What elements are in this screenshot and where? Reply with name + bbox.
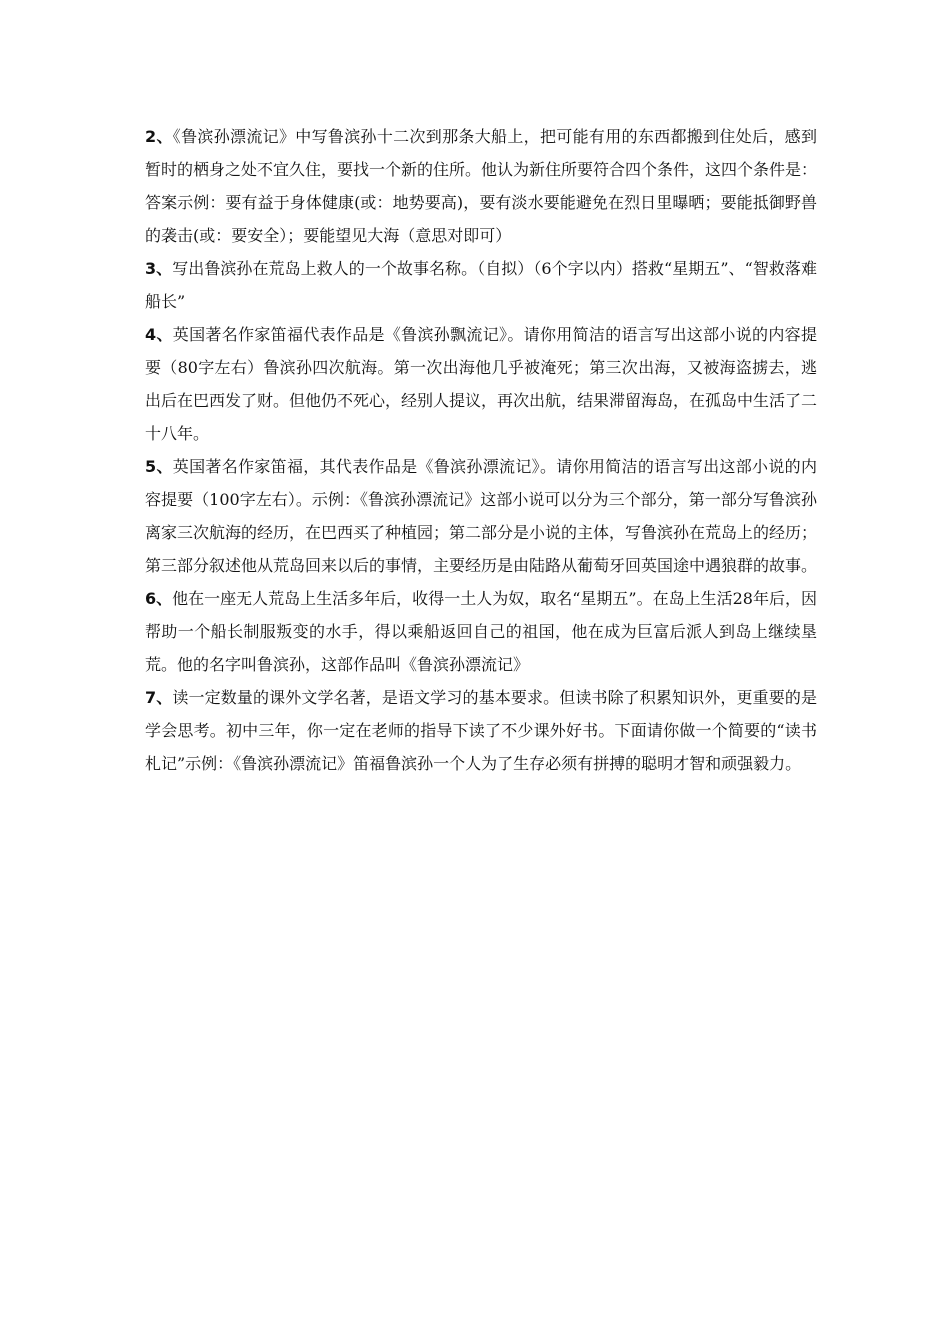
- question-item-4: [145, 318, 817, 450]
- question-number: 3、: [145, 259, 173, 278]
- question-number: 5、: [145, 457, 173, 476]
- document-body: [145, 120, 817, 780]
- question-number: 4、: [145, 325, 173, 344]
- question-item-3: [145, 252, 817, 318]
- question-item-7: [145, 681, 817, 780]
- question-text: 他在一座无人荒岛上生活多年后，收得一土人为奴，取名“星期五”。在岛上生活28年后，因帮助一个船长制服叛变的水手，得以乘船返回自己的祖国，他在成为巨富后派人到岛上继续垦荒。他的名字叫鲁滨孙，这部作品叫《鲁滨孙漂流记》: [145, 589, 817, 674]
- question-item-6: [145, 582, 817, 681]
- question-number: 6、: [145, 589, 173, 608]
- question-text: 《鲁滨孙漂流记》中写鲁滨孙十二次到那条大船上，把可能有用的东西都搬到住处后，感到暂时的栖身之处不宜久住，要找一个新的住所。他认为新住所要符合四个条件，这四个条件是：答案示例：要有益于身体健康(或：地势要高)，要有淡水要能避免在烈日里曝晒；要能抵御野兽的袭击(或：要安全）；要能望见大海（意思对即可）: [145, 127, 818, 245]
- question-text: 写出鲁滨孙在荒岛上救人的一个故事名称。（自拟）（6个字以内）搭救“星期五”、“智救落难船长”: [145, 259, 817, 311]
- question-number: 7、: [145, 688, 173, 707]
- question-number: 2、: [145, 127, 173, 146]
- question-text: 英国著名作家笛福，其代表作品是《鲁滨孙漂流记》。请你用简洁的语言写出这部小说的内容提要（100字左右）。示例：《鲁滨孙漂流记》这部小说可以分为三个部分，第一部分写鲁滨孙离家三次航海的经历，在巴西买了种植园；第二部分是小说的主体，写鲁滨孙在荒岛上的经历；第三部分叙述他从荒岛回来以后的事情，主要经历是由陆路从葡萄牙回英国途中遇狼群的故事。: [145, 457, 818, 575]
- question-item-5: [145, 450, 817, 582]
- question-item-2: [145, 120, 817, 252]
- question-text: 英国著名作家笛福代表作品是《鲁滨孙飘流记》。请你用简洁的语言写出这部小说的内容提要（80字左右）鲁滨孙四次航海。第一次出海他几乎被淹死；第三次出海，又被海盗掳去，逃出后在巴西发了财。但他仍不死心，经别人提议，再次出航，结果滞留海岛，在孤岛中生活了二十八年。: [145, 325, 818, 443]
- question-text: 读一定数量的课外文学名著，是语文学习的基本要求。但读书除了积累知识外，更重要的是学会思考。初中三年，你一定在老师的指导下读了不少课外好书。下面请你做一个简要的“读书札记”示例：《鲁滨孙漂流记》笛福鲁滨孙一个人为了生存必须有拼搏的聪明才智和顽强毅力。: [145, 688, 817, 773]
